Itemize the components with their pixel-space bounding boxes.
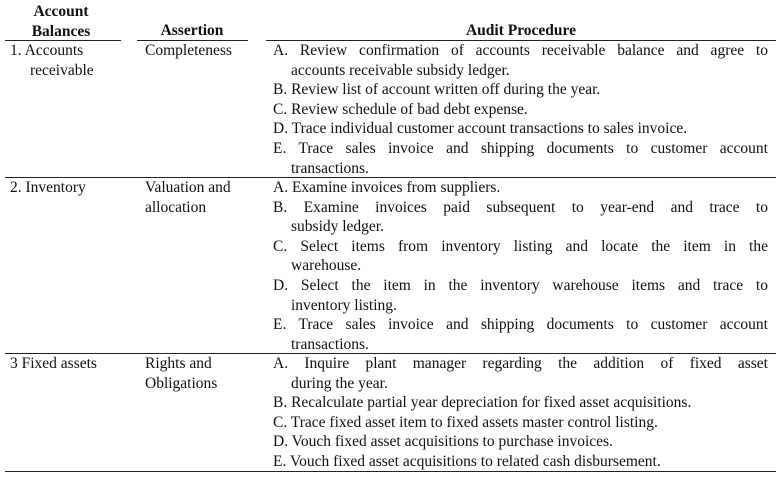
header-account-line-1: Account (33, 3, 89, 20)
row-2-assertion-line-1: Valuation and (145, 179, 231, 196)
row-1-procedures (273, 41, 768, 178)
row-3-account-line-1: 3 Fixed assets (10, 355, 97, 372)
procedure-line: B. Review list of account written off during the year. (273, 81, 601, 99)
procedure-line: E. Trace sales invoice and shipping documents to customer account (273, 316, 768, 334)
procedure-line: during the year. (291, 374, 388, 392)
row-1-account-line-1: 1. Accounts (10, 42, 84, 59)
procedure-line: warehouse. (291, 257, 362, 275)
header-account-balances (18, 2, 104, 41)
procedure-line: A. Inquire plant manager regarding the addition of fixed asset (273, 355, 768, 372)
procedure-line: subsidy ledger. (291, 218, 384, 236)
row-2-account (10, 178, 130, 198)
procedure-line: transactions. (291, 159, 369, 177)
procedure-line: C. Select items from inventory listing and locate the item in the (273, 237, 768, 255)
procedure-line: accounts receivable subsidy ledger. (291, 61, 510, 79)
procedure-line: D. Trace individual customer account transactions to sales invoice. (273, 120, 688, 138)
procedure-line: C. Trace fixed asset item to fixed assets master control listing. (273, 413, 658, 431)
row-3-assertion-line-1: Rights and (145, 355, 212, 372)
procedure-line: transactions. (291, 335, 369, 353)
procedure-line: inventory listing. (291, 296, 397, 314)
row-2-procedures (273, 178, 768, 354)
procedure-line: A. Review confirmation of accounts receivable balance and agree to (273, 42, 768, 59)
procedure-line: B. Examine invoices paid subsequent to year-end and trace to (273, 198, 768, 216)
row-3-assertion (145, 354, 260, 393)
header-assertion: Assertion (160, 22, 224, 39)
row-3-procedures (273, 354, 768, 472)
procedure-line: E. Trace sales invoice and shipping documents to customer account (273, 139, 768, 157)
row-1-assertion (145, 41, 260, 61)
row-2-assertion-line-2: allocation (145, 198, 207, 216)
procedure-line: E. Vouch fixed asset acquisitions to related cash disbursement. (273, 452, 661, 470)
procedure-line: C. Review schedule of bad debt expense. (273, 100, 528, 118)
header-account-line-2: Balances (31, 22, 91, 40)
row-1-assertion-line-1: Completeness (145, 42, 232, 59)
header-audit-procedure: Audit Procedure (465, 22, 577, 39)
row-1-account-line-2: receivable (30, 61, 94, 79)
row-2-account-line-1: 2. Inventory (10, 179, 86, 196)
row-3-assertion-line-2: Obligations (145, 374, 218, 392)
table-bottom-rule (5, 471, 776, 472)
procedure-line: B. Recalculate partial year depreciation for fixed asset acquisitions. (273, 394, 692, 412)
row-3-account (10, 354, 130, 374)
row-2-assertion (145, 178, 260, 217)
procedure-line: D. Vouch fixed asset acquisitions to purchase invoices. (273, 433, 613, 451)
procedure-line: D. Select the item in the inventory warehouse items and trace to (273, 276, 768, 294)
row-1-account (10, 41, 130, 80)
procedure-line: A. Examine invoices from suppliers. (273, 179, 501, 196)
